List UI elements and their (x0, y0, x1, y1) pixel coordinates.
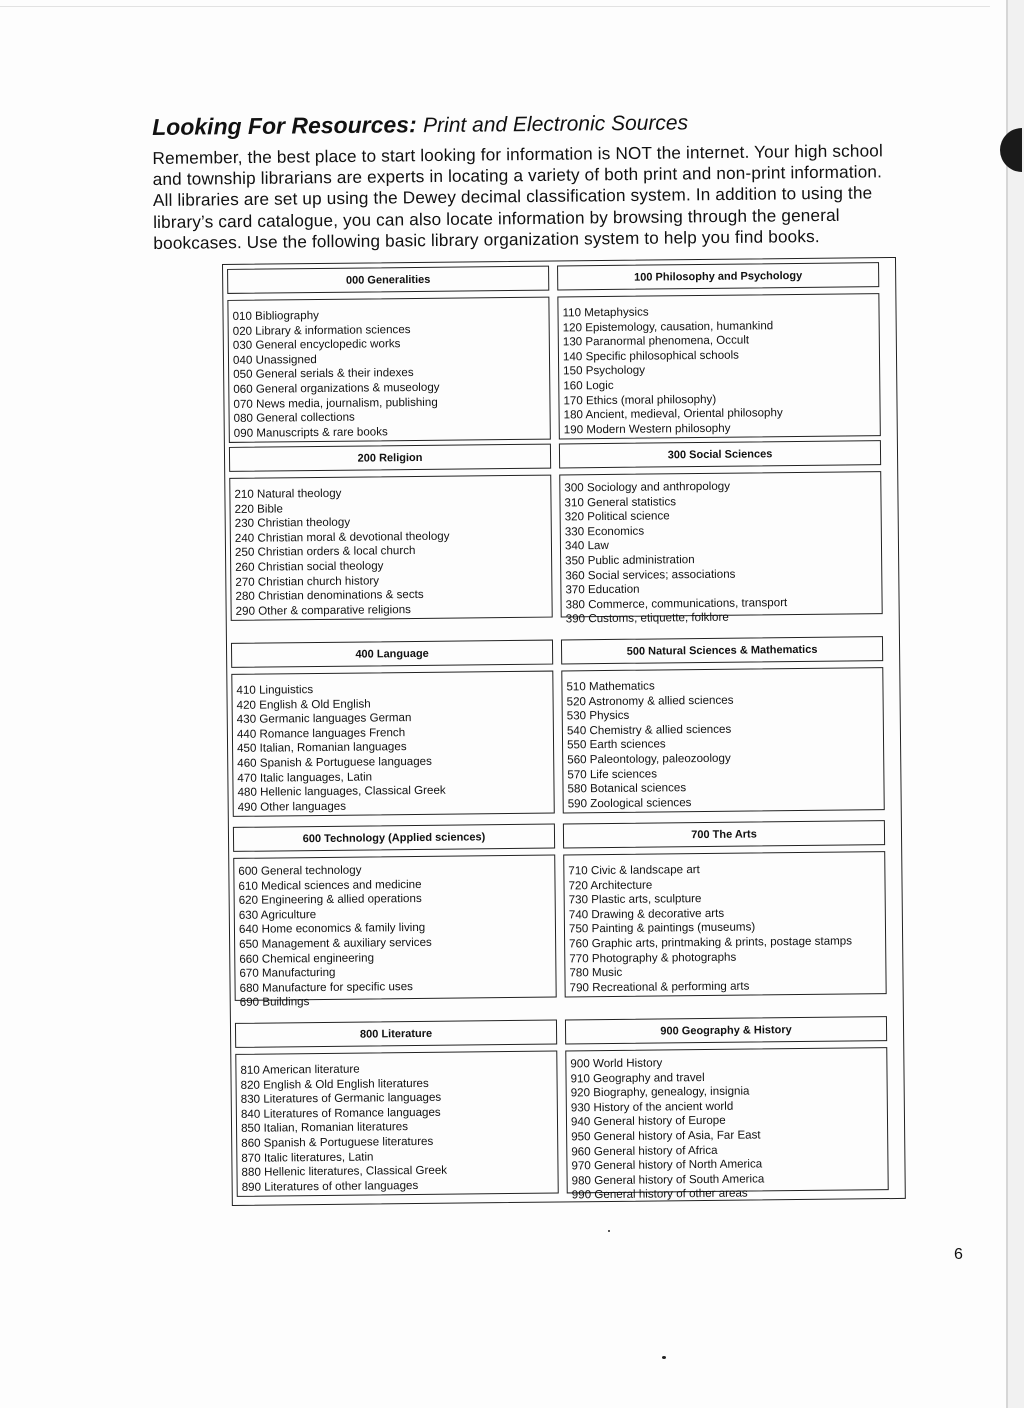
subclass-item: 770 Photography & photographs (569, 950, 737, 965)
subclass-item: 890 Literatures of other languages (241, 1178, 419, 1194)
subclass-item: 820 English & Old English literatures (240, 1076, 429, 1092)
subclass-item: 270 Christian church history (235, 573, 380, 589)
class-body (235, 1051, 558, 1197)
page-edge (1006, 0, 1008, 1408)
class-body (563, 851, 886, 997)
subclass-item: 970 General history of North America (571, 1157, 763, 1173)
class-header: 200 Religion (229, 444, 551, 472)
class-block-000 (227, 266, 551, 443)
subclass-item: 480 Hellenic languages, Classical Greek (237, 783, 446, 800)
class-block-700 (563, 820, 887, 997)
subclass-item: 150 Psychology (563, 363, 646, 378)
subclass-item: 790 Recreational & performing arts (569, 979, 750, 995)
class-header: 900 Geography & History (565, 1016, 887, 1044)
dewey-classification-table (222, 257, 906, 1206)
subclass-item: 280 Christian denominations & sects (235, 588, 424, 604)
subclass-item: 410 Linguistics (236, 683, 314, 697)
class-header: 700 The Arts (563, 820, 885, 848)
subclass-item: 640 Home economics & family living (238, 921, 426, 937)
subclass-item: 600 General technology (238, 863, 362, 878)
subclass-item: 210 Natural theology (234, 486, 342, 501)
subclass-item: 670 Manufacturing (239, 966, 336, 981)
class-block-200 (229, 444, 553, 621)
subclass-item: 090 Manuscripts & rare books (233, 425, 388, 440)
subclass-item: 380 Commerce, communications, transport (565, 595, 788, 612)
subclass-item: 340 Law (564, 539, 609, 553)
subclass-item: 250 Christian orders & local church (234, 544, 416, 560)
subclass-item: 030 General encyclopedic works (232, 337, 401, 353)
subclass-item: 080 General collections (233, 410, 355, 426)
intro-line: Remember, the best place to start looking for information is NOT the internet. Your high school (152, 140, 884, 168)
subclass-item: 520 Astronomy & allied sciences (566, 693, 734, 709)
subclass-item: 140 Specific philosophical schools (562, 348, 740, 364)
subclass-item: 550 Earth sciences (566, 737, 666, 752)
intro-line: bookcases. Use the following basic library organization system to help you find books. (153, 225, 820, 253)
subclass-item: 430 Germanic languages German (236, 711, 412, 727)
subclass-item: 260 Christian social theology (235, 559, 384, 574)
subclass-item: 650 Management & auxiliary services (239, 935, 432, 951)
subclass-item: 590 Zoological sciences (567, 795, 692, 811)
subclass-item: 160 Logic (563, 378, 614, 393)
subclass-item: 620 Engineering & allied operations (238, 892, 422, 908)
subclass-item: 990 General history of other areas (571, 1186, 748, 1202)
subclass-item: 070 News media, journalism, publishing (233, 395, 438, 411)
intro-line: and township librarians are experts in locating a variety of both print and non-print information. (152, 161, 883, 190)
subclass-item: 360 Social services; associations (565, 567, 736, 582)
subclass-item: 610 Medical sciences and medicine (238, 877, 422, 893)
subclass-item: 980 General history of South America (571, 1172, 765, 1188)
subclass-item: 130 Paranormal phenomena, Occult (562, 333, 750, 349)
subclass-item: 720 Architecture (568, 878, 653, 892)
subclass-item: 230 Christian theology (234, 515, 351, 531)
subclass-item: 190 Modern Western philosophy (563, 421, 731, 437)
subclass-item: 240 Christian moral & devotional theology (234, 529, 450, 545)
class-header: 600 Technology (Applied sciences) (233, 824, 555, 852)
subclass-item: 490 Other languages (237, 799, 347, 814)
subclass-item: 060 General organizations & museology (233, 380, 440, 396)
subclass-item: 880 Hellenic literatures, Classical Greek (241, 1163, 448, 1180)
subclass-item: 470 Italic languages, Latin (237, 770, 373, 785)
subclass-item: 660 Chemical engineering (239, 951, 375, 966)
subclass-item: 910 Geography and travel (570, 1070, 705, 1085)
scan-speck (662, 1356, 666, 1359)
subclass-item: 540 Chemistry & allied sciences (566, 722, 732, 738)
subclass-item: 510 Mathematics (566, 679, 655, 694)
subclass-item: 750 Painting & paintings (museums) (568, 920, 756, 936)
subclass-item: 810 American literature (240, 1062, 360, 1077)
subclass-item: 680 Manufacture for specific uses (239, 979, 414, 995)
subclass-item: 840 Literatures of Romance languages (240, 1105, 441, 1121)
class-block-400 (231, 640, 555, 817)
subclass-item: 570 Life sciences (567, 767, 658, 781)
subclass-item: 300 Sociology and anthropology (564, 479, 731, 495)
subclass-item: 290 Other & comparative religions (235, 602, 411, 618)
class-body (229, 475, 552, 621)
class-body (559, 471, 882, 626)
page-top-edge (0, 6, 990, 7)
class-block-100 (557, 262, 881, 439)
subclass-item: 850 Italian, Romanian literatures (240, 1120, 409, 1136)
subclass-item: 020 Library & information sciences (232, 322, 411, 338)
subclass-item: 930 History of the ancient world (570, 1099, 734, 1115)
subclass-item: 830 Literatures of Germanic languages (240, 1090, 442, 1107)
subclass-item: 050 General serials & their indexes (233, 366, 414, 382)
subclass-item: 740 Drawing & decorative arts (568, 906, 725, 922)
class-body (565, 1047, 888, 1202)
class-header: 100 Philosophy and Psychology (557, 262, 879, 290)
subclass-item: 900 World History (570, 1056, 663, 1071)
subclass-item: 040 Unassigned (232, 352, 317, 367)
subclass-item: 450 Italian, Romanian languages (237, 740, 407, 756)
subclass-item: 760 Graphic arts, printmaking & prints, postage stamps (569, 934, 853, 951)
subclass-item: 220 Bible (234, 501, 283, 516)
subclass-item: 170 Ethics (moral philosophy) (563, 392, 717, 407)
class-body (557, 293, 880, 439)
subclass-item: 870 Italic literatures, Latin (241, 1150, 374, 1165)
subclass-item: 940 General history of Europe (570, 1114, 726, 1129)
subclass-item: 310 General statistics (564, 494, 677, 510)
class-header: 300 Social Sciences (559, 440, 881, 468)
subclass-item: 330 Economics (564, 524, 645, 539)
subclass-item: 960 General history of Africa (571, 1143, 718, 1158)
class-block-500 (561, 636, 885, 813)
class-body (227, 297, 550, 443)
class-block-800 (235, 1020, 559, 1197)
subclass-item: 390 Customs, etiquette, folklore (565, 611, 729, 626)
subclass-item: 350 Public administration (565, 553, 695, 568)
subclass-item: 950 General history of Asia, Far East (571, 1128, 761, 1144)
class-header: 800 Literature (235, 1020, 557, 1048)
subclass-item: 440 Romance languages French (236, 725, 406, 741)
intro-line: library’s card catalogue, you can also locate information by browsing through the general (153, 204, 840, 232)
class-block-300 (559, 440, 883, 626)
page-number: 6 (954, 1246, 963, 1263)
class-body (233, 855, 556, 1010)
page-content (152, 104, 933, 254)
subclass-item: 710 Civic & landscape art (568, 863, 700, 878)
class-block-900 (565, 1016, 889, 1202)
subclass-item: 730 Plastic arts, sculpture (568, 892, 702, 907)
subclass-item: 370 Education (565, 582, 640, 597)
class-header: 400 Language (231, 640, 553, 668)
subclass-item: 530 Physics (566, 708, 630, 723)
subclass-item: 630 Agriculture (238, 907, 317, 922)
subclass-item: 780 Music (569, 966, 623, 980)
subclass-item: 010 Bibliography (232, 308, 319, 323)
scan-speck (608, 1230, 610, 1232)
page-heading (152, 104, 932, 144)
page-edge-shadow (1008, 0, 1024, 1408)
class-header: 500 Natural Sciences & Mathematics (561, 636, 883, 664)
subclass-item: 690 Buildings (239, 995, 310, 1010)
subclass-item: 320 Political science (564, 509, 670, 524)
subclass-item: 120 Epistemology, causation, humankind (562, 318, 774, 335)
subclass-item: 580 Botanical sciences (567, 781, 687, 796)
subclass-item: 460 Spanish & Portuguese languages (237, 754, 432, 770)
intro-line: All libraries are set up using the Dewey decimal classification system. In addition to using the (152, 182, 873, 211)
subclass-item: 920 Biography, genealogy, insignia (570, 1084, 750, 1100)
subclass-item: 560 Paleontology, paleozoology (567, 751, 731, 767)
binder-hole-mark (1000, 128, 1022, 172)
heading-main: Looking For Resources: (152, 111, 417, 140)
class-header: 000 Generalities (227, 266, 549, 294)
intro-paragraph (152, 140, 933, 254)
heading-subtitle: Print and Electronic Sources (422, 111, 689, 138)
subclass-item: 110 Metaphysics (562, 305, 649, 320)
class-body (231, 671, 554, 817)
subclass-item: 420 English & Old English (236, 697, 371, 712)
subclass-item: 180 Ancient, medieval, Oriental philosophy (563, 406, 783, 422)
class-block-600 (233, 824, 557, 1010)
class-body (561, 667, 884, 813)
subclass-item: 860 Spanish & Portuguese literatures (241, 1134, 434, 1150)
